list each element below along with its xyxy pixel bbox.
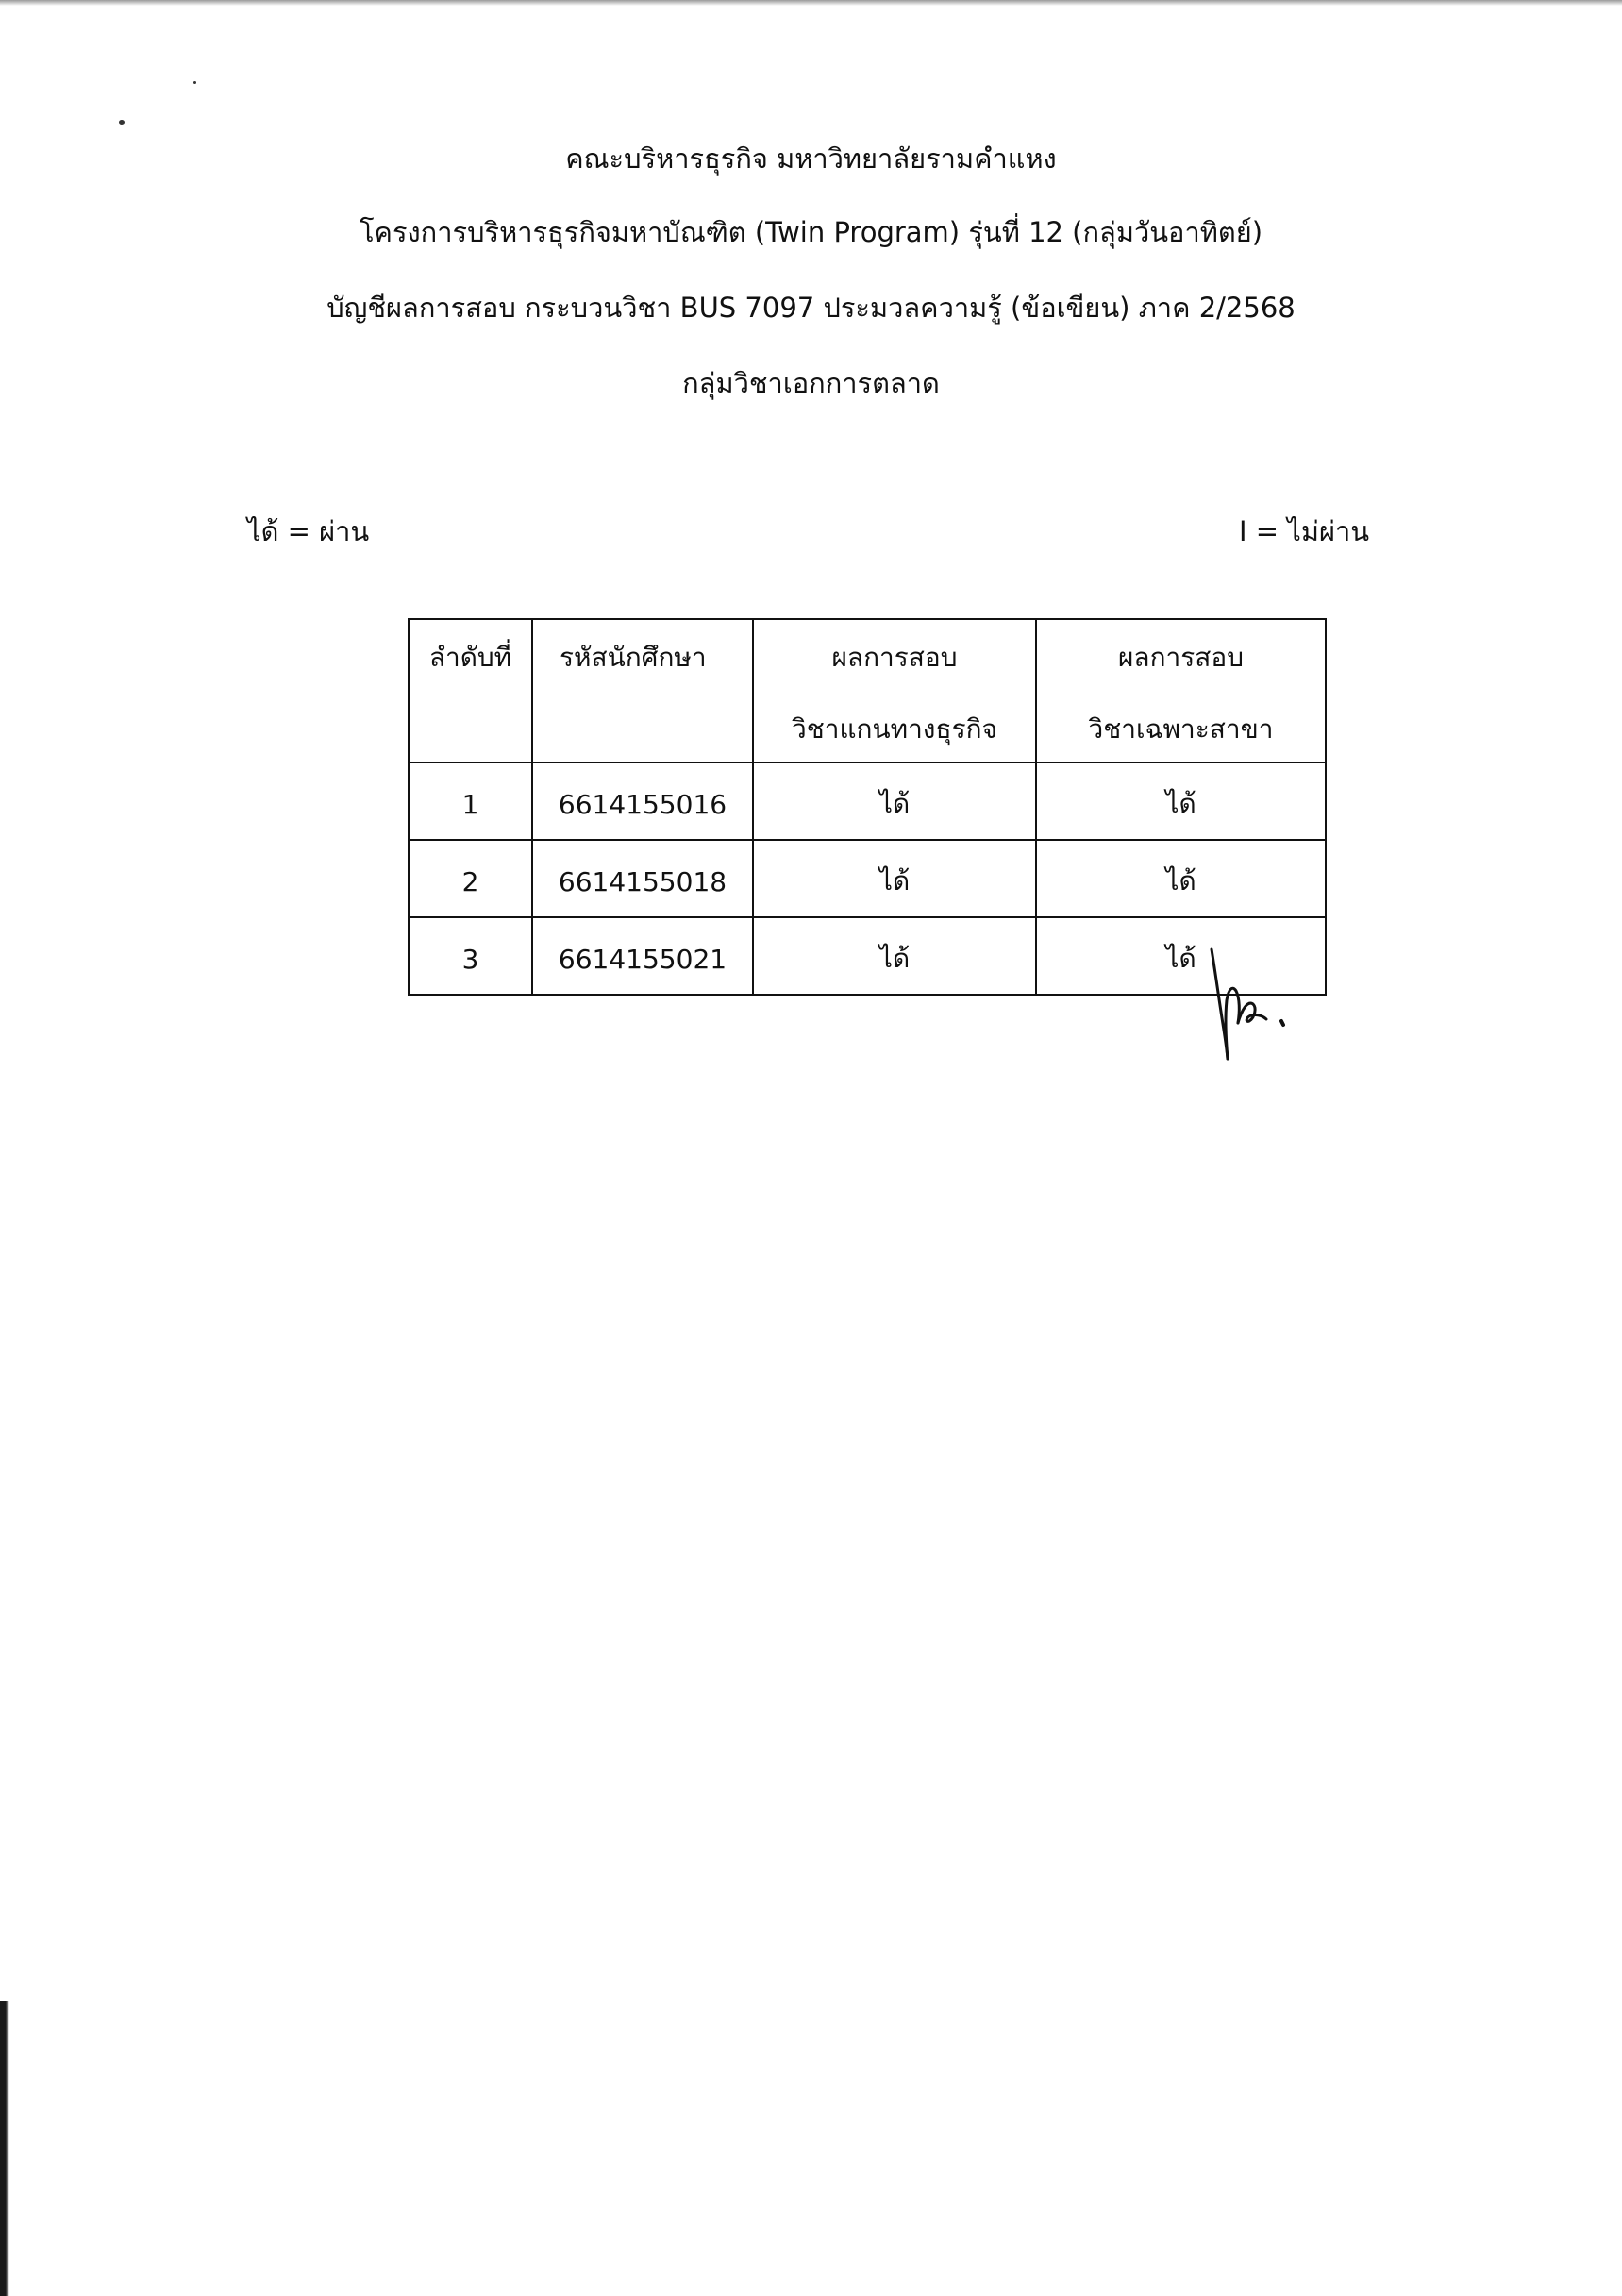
cell-student-id: 6614155016 — [532, 763, 753, 840]
table-header-row — [409, 619, 1326, 763]
header-core-result — [753, 619, 1036, 763]
cell-major-result: ได้ — [1036, 917, 1326, 995]
cell-core-result: ได้ — [753, 840, 1036, 917]
header-core-line1: ผลการสอบ — [831, 642, 958, 673]
handwritten-signature — [1198, 944, 1302, 1066]
cell-major-result: ได้ — [1036, 763, 1326, 840]
cell-no: 2 — [409, 840, 532, 917]
table-row — [409, 917, 1326, 995]
scan-speck — [193, 81, 196, 84]
scan-edge-top — [0, 0, 1622, 6]
header-no — [409, 619, 532, 763]
cell-no: 1 — [409, 763, 532, 840]
header-major-line2: วิชาเฉพาะสาขา — [1088, 713, 1274, 745]
cell-student-id: 6614155021 — [532, 917, 753, 995]
legend-pass: ได้ = ผ่าน — [247, 515, 370, 547]
scan-speck — [119, 120, 125, 125]
exam-result-table — [408, 618, 1327, 996]
cell-no: 3 — [409, 917, 532, 995]
header-core-line2: วิชาแกนทางธุรกิจ — [792, 713, 997, 745]
cell-student-id: 6614155018 — [532, 840, 753, 917]
program-title: โครงการบริหารธุรกิจมหาบัณฑิต (Twin Program) รุ่นที่ 12 (กลุ่มวันอาทิตย์) — [359, 216, 1263, 248]
cell-core-result: ได้ — [753, 763, 1036, 840]
exam-title: บัญชีผลการสอบ กระบวนวิชา BUS 7097 ประมวลความรู้ (ข้อเขียน) ภาค 2/2568 — [326, 292, 1296, 324]
table-row — [409, 763, 1326, 840]
cell-core-result: ได้ — [753, 917, 1036, 995]
header-student-id-label: รหัสนักศึกษา — [560, 642, 707, 673]
legend-fail: I = ไม่ผ่าน — [1239, 515, 1370, 547]
header-no-label: ลำดับที่ — [428, 642, 512, 673]
header-student-id — [532, 619, 753, 763]
faculty-title: คณะบริหารธุรกิจ มหาวิทยาลัยรามคำแหง — [565, 142, 1057, 175]
table-row — [409, 840, 1326, 917]
cell-major-result: ได้ — [1036, 840, 1326, 917]
major-group-title: กลุ่มวิชาเอกการตลาด — [682, 367, 940, 399]
scan-edge-left — [0, 2001, 9, 2296]
header-major-result — [1036, 619, 1326, 763]
header-major-line1: ผลการสอบ — [1118, 642, 1244, 673]
